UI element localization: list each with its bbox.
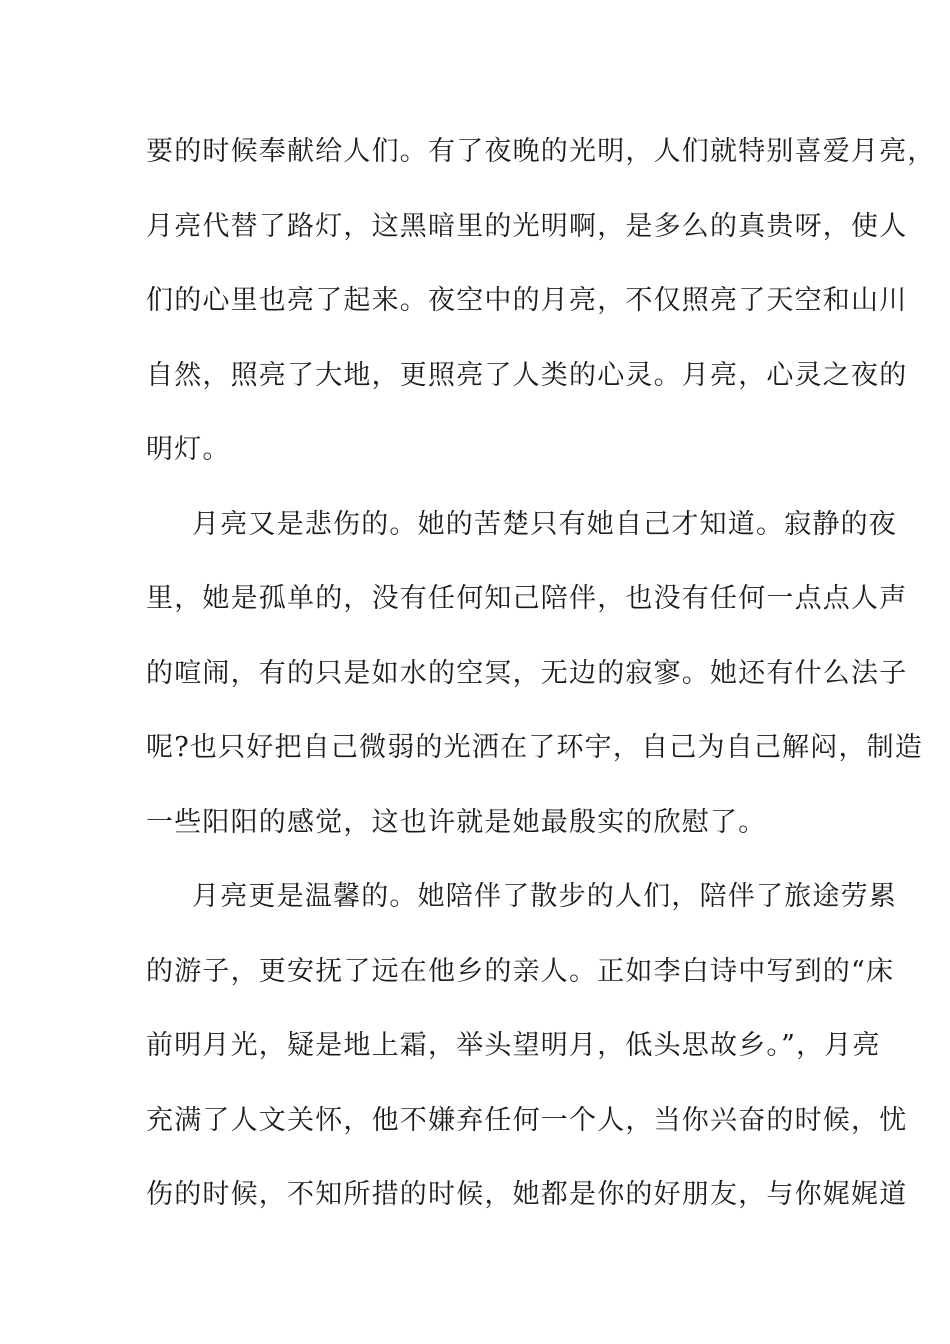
text-line: 充满了人文关怀，他不嫌弃任何一个人，当你兴奋的时候，忧 xyxy=(146,1104,908,1136)
text-line: 前明月光，疑是地上霜，举头望明月，低头思故乡。”，月亮 xyxy=(146,1030,881,1061)
text-line: 一些阳阳的感觉，这也许就是她最殷实的欣慰了。 xyxy=(146,806,767,838)
text-line: 自然，照亮了大地，更照亮了人类的心灵。月亮，心灵之夜的 xyxy=(146,359,908,391)
paragraph-start-line: 月亮又是悲伤的。她的苦楚只有她自己才知道。寂静的夜 xyxy=(192,508,897,540)
text-line: 要的时候奉献给人们。有了夜晚的光明，人们就特别喜爱月亮， xyxy=(146,136,936,167)
text-line: 明灯。 xyxy=(146,434,231,465)
text-line: 里，她是孤单的，没有任何知己陪伴，也没有任何一点点人声 xyxy=(146,583,908,614)
text-line: 伤的时候，不知所措的时候，她都是你的好朋友，与你娓娓道 xyxy=(146,1179,908,1210)
text-line: 月亮代替了路灯，这黑暗里的光明啊，是多么的真贵呀，使人 xyxy=(146,210,908,242)
essay-body xyxy=(146,128,936,1246)
text-line: 呢?也只好把自己微弱的光洒在了环宇，自己为自己解闷，制造 xyxy=(146,732,924,763)
text-line: 的喧闹，有的只是如水的空冥，无边的寂寥。她还有什么法子 xyxy=(146,657,908,689)
text-line: 们的心里也亮了起来。夜空中的月亮，不仅照亮了天空和山川 xyxy=(146,285,908,316)
paragraph-start-line: 月亮更是温馨的。她陪伴了散步的人们，陪伴了旅途劳累 xyxy=(192,881,897,912)
text-line: 的游子，更安抚了远在他乡的亲人。正如李白诗中写到的“床 xyxy=(146,955,895,987)
